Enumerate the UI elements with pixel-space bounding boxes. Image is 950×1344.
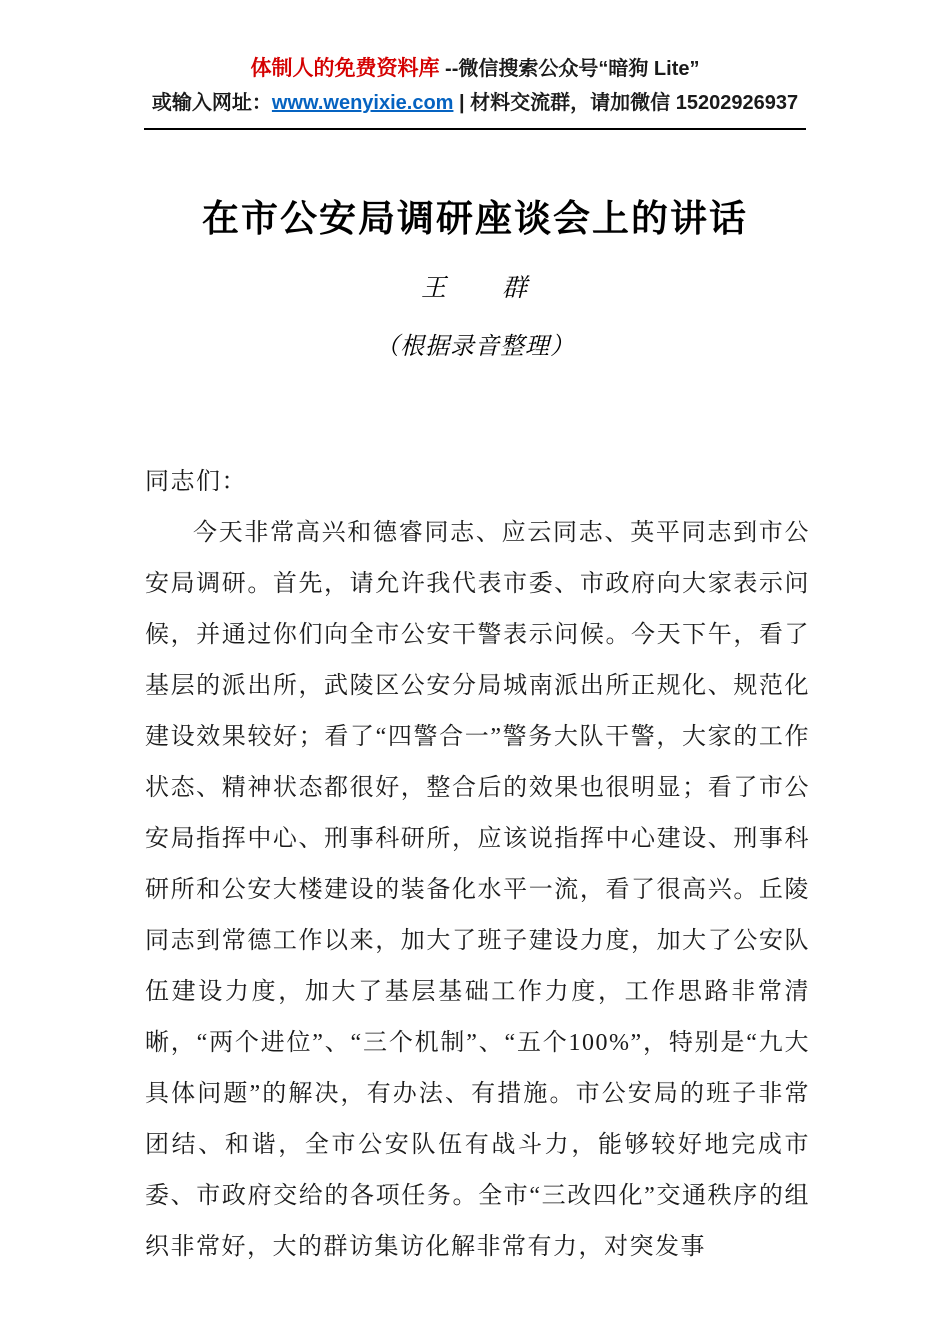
promo-url-label: 或输入网址： bbox=[151, 92, 272, 114]
body-paragraph: 今天非常高兴和德睿同志、应云同志、英平同志到市公安局调研。首先，请允许我代表市委、市政府向大家表示问候，并通过你们向全市公安干警表示问候。今天下午，看了基层的派出所，武陵区公安分局城南派出所正规化、规范化建设效果较好；看了“四警合一”警务大队干警，大家的工作状态、精神状态都很好，整合后的效果也很明显；看了市公安局指挥中心、刑事科研所，应该说指挥中心建设、刑事科研所和公安大楼建设的装备化水平一流，看了很高兴。丘陵同志到常德工作以来，加大了班子建设力度，加大了公安队伍建设力度，加大了基层基础工作力度，工作思路非常清晰，“两个进位”、“三个机制”、“五个100%”，特别是“九大具体问题”的解决，有办法、有措施。市公安局的班子非常团结、和谐，全市公安队伍有战斗力，能够较好地完成市委、市政府交给的各项任务。全市“三改四化”交通秩序的组织非常好，大的群访集访化解非常有力，对突发事 bbox=[145, 520, 810, 1260]
promo-header-line1 bbox=[0, 54, 950, 84]
website-link[interactable]: www.wenyixie.com bbox=[271, 92, 454, 114]
header-divider-line bbox=[144, 128, 806, 130]
promo-brand-suffix: --微信搜索公众号“暗狗 Lite” bbox=[439, 58, 700, 80]
promo-header bbox=[0, 0, 950, 130]
salutation-text: 同志们： bbox=[145, 469, 247, 495]
promo-brand-text: 体制人的免费资料库 bbox=[250, 57, 440, 80]
promo-contact-text: | 材料交流群，请加微信 15202926937 bbox=[453, 92, 799, 114]
document-note: （根据录音整理） bbox=[375, 334, 575, 360]
document-author: 王 群 bbox=[420, 275, 529, 302]
document-title: 在市公安局调研座谈会上的讲话 bbox=[202, 199, 748, 240]
document-body bbox=[145, 457, 810, 1273]
promo-header-line2 bbox=[0, 88, 950, 118]
